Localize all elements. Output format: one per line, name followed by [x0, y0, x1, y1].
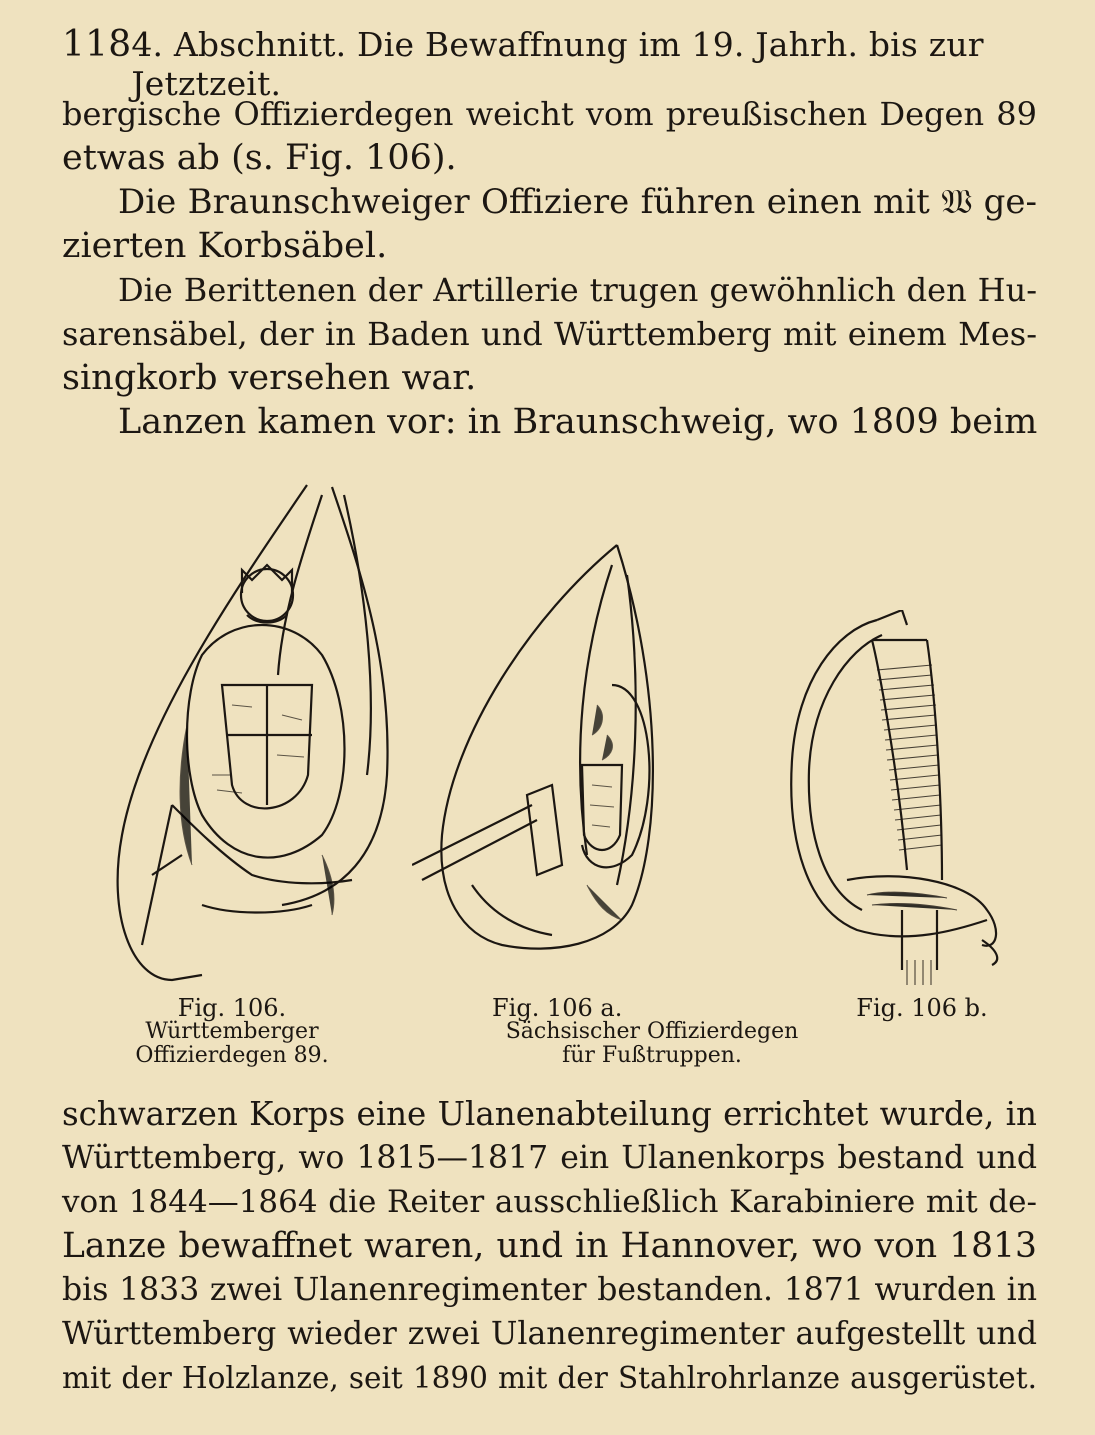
text-line: mit der Holzlanze, seit 1890 mit der Stahlrohrlanze ausgerüstet.: [62, 1361, 1037, 1395]
paragraph-2: [62, 180, 1037, 268]
paragraph-1: [62, 92, 1037, 180]
text-line: etwas ab (s. Fig. 106).: [62, 138, 457, 178]
text-line: sarensäbel, der in Baden und Württemberg mit einem Mes-: [62, 315, 1037, 353]
figure-number: Fig. 106 a.: [492, 994, 623, 1022]
paragraph-5: [62, 1092, 1037, 1400]
text-line: Württemberg wieder zwei Ulanenregimenter aufgestellt und: [62, 1316, 1037, 1352]
text-line: Lanzen kamen vor: in Braunschweig, wo 1809 beim: [118, 402, 1038, 442]
figure-group: [62, 475, 1037, 995]
text-line: schwarzen Korps eine Ulanenabteilung errichtet wurde, in: [62, 1095, 1037, 1133]
fig-106-illustration: [82, 475, 402, 995]
sword-hilt-drawing: [82, 475, 402, 995]
caption-text: Sächsischer Offizierdegen: [505, 1019, 799, 1044]
sword-hilt-drawing: [412, 535, 672, 975]
running-title: 4. Abschnitt. Die Bewaffnung im 19. Jahrh. bis zur Jetztzeit.: [131, 25, 984, 103]
caption-text: für Fußtruppen.: [562, 1043, 742, 1068]
text-line: Lanze bewaffnet waren, und in Hannover, wo von 1813: [62, 1226, 1037, 1266]
page-number: 118: [62, 24, 132, 65]
caption-text: Württemberger: [145, 1019, 319, 1044]
caption-fig-106b: [842, 996, 1002, 1020]
figure-number: Fig. 106 b.: [856, 994, 988, 1022]
text-line: Württemberg, wo 1815—1817 ein Ulanenkorps bestand und: [62, 1140, 1037, 1176]
caption-text: Offizierdegen 89.: [135, 1043, 329, 1068]
paragraph-3: [62, 268, 1037, 400]
caption-fig-106: [102, 996, 362, 1068]
text-line: Die Berittenen der Artillerie trugen gewöhnlich den Hu-: [118, 271, 1037, 309]
fig-106a-illustration: [412, 535, 672, 975]
body-text-bottom: [62, 1092, 1037, 1400]
body-text-top: [62, 92, 1037, 444]
figure-number: Fig. 106.: [177, 994, 287, 1022]
text-line: bis 1833 zwei Ulanenregimenter bestanden. 1871 wurden in: [62, 1272, 1037, 1308]
text-line: zierten Korbsäbel.: [62, 226, 388, 266]
text-line: singkorb versehen war.: [62, 358, 477, 398]
running-header: [62, 24, 1037, 103]
text-line: von 1844—1864 die Reiter ausschließlich Karabiniere mit de-: [62, 1184, 1037, 1220]
fig-106b-illustration: [777, 610, 1037, 990]
paragraph-4: [62, 400, 1037, 444]
text-line: bergische Offizierdegen weicht vom preußischen Degen 89: [62, 95, 1037, 133]
figure-captions: [62, 996, 1037, 1086]
caption-fig-106a: [472, 996, 832, 1068]
text-line: Die Braunschweiger Offiziere führen einen mit 𝔚 ge-: [118, 182, 1037, 222]
sword-hilt-drawing: [777, 610, 1037, 990]
